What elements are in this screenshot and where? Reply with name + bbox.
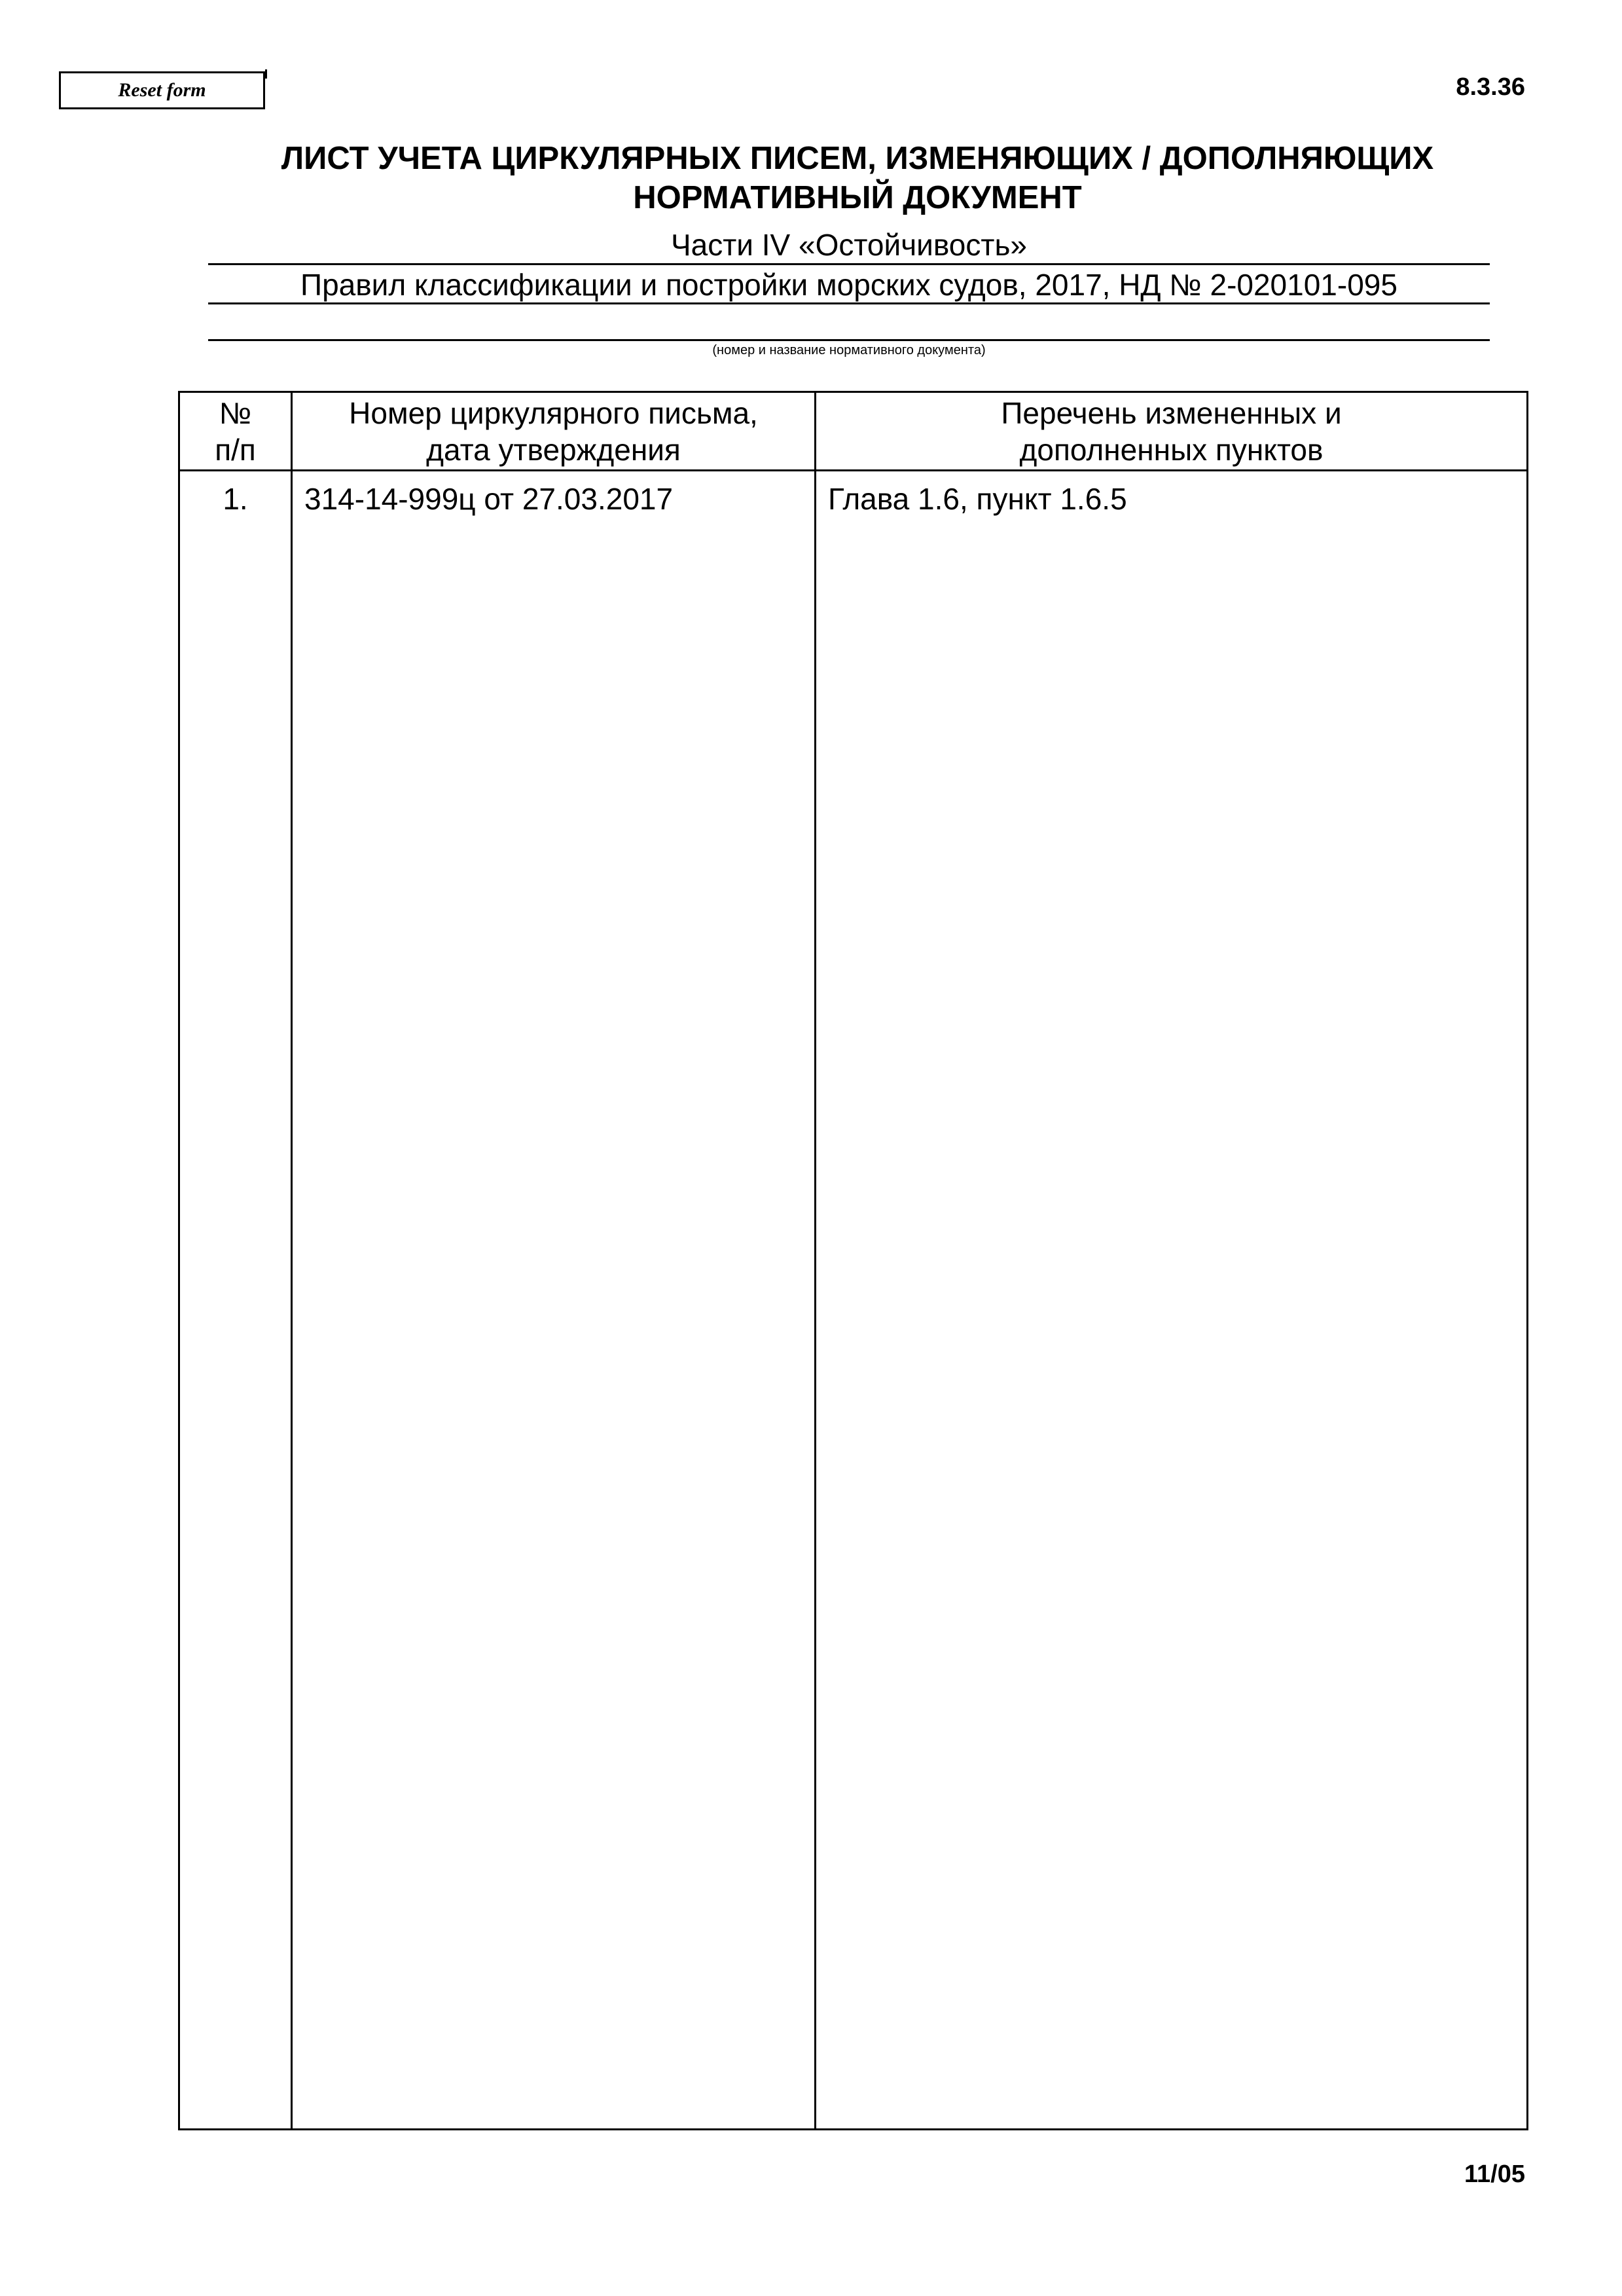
table-row [179, 471, 1528, 2130]
column-header-letter: Номер циркулярного письма, дата утверждения [292, 392, 816, 471]
button-edge-mark [265, 69, 267, 79]
table-header-row [179, 392, 1528, 471]
document-caption: (номер и название нормативного документа) [712, 343, 986, 357]
underline-rule [208, 339, 1490, 341]
row-items: Глава 1.6, пункт 1.6.5 [816, 471, 1528, 2130]
title-line-1: ЛИСТ УЧЕТА ЦИРКУЛЯРНЫХ ПИСЕМ, ИЗМЕНЯЮЩИХ / ДОПОЛНЯЮЩИХ [281, 141, 1434, 176]
column-header-number: № п/п [179, 392, 292, 471]
row-letter: 314-14-999ц от 27.03.2017 [292, 471, 816, 2130]
circular-letters-table [178, 391, 1528, 2130]
row-number: 1. [179, 471, 292, 2130]
document-part: Части IV «Остойчивость» [670, 228, 1027, 262]
page-title [0, 139, 1622, 217]
underline-rule [208, 302, 1490, 304]
title-line-2: НОРМАТИВНЫЙ ДОКУМЕНТ [633, 180, 1082, 215]
document-rules: Правил классификации и постройки морских судов, 2017, НД № 2-020101-095 [208, 263, 1490, 304]
reset-form-button[interactable]: Reset form [59, 71, 265, 109]
column-header-items: Перечень измененных и дополненных пунктов [816, 392, 1528, 471]
page-number: 11/05 [1464, 2160, 1525, 2188]
form-code: 8.3.36 [1456, 73, 1525, 101]
